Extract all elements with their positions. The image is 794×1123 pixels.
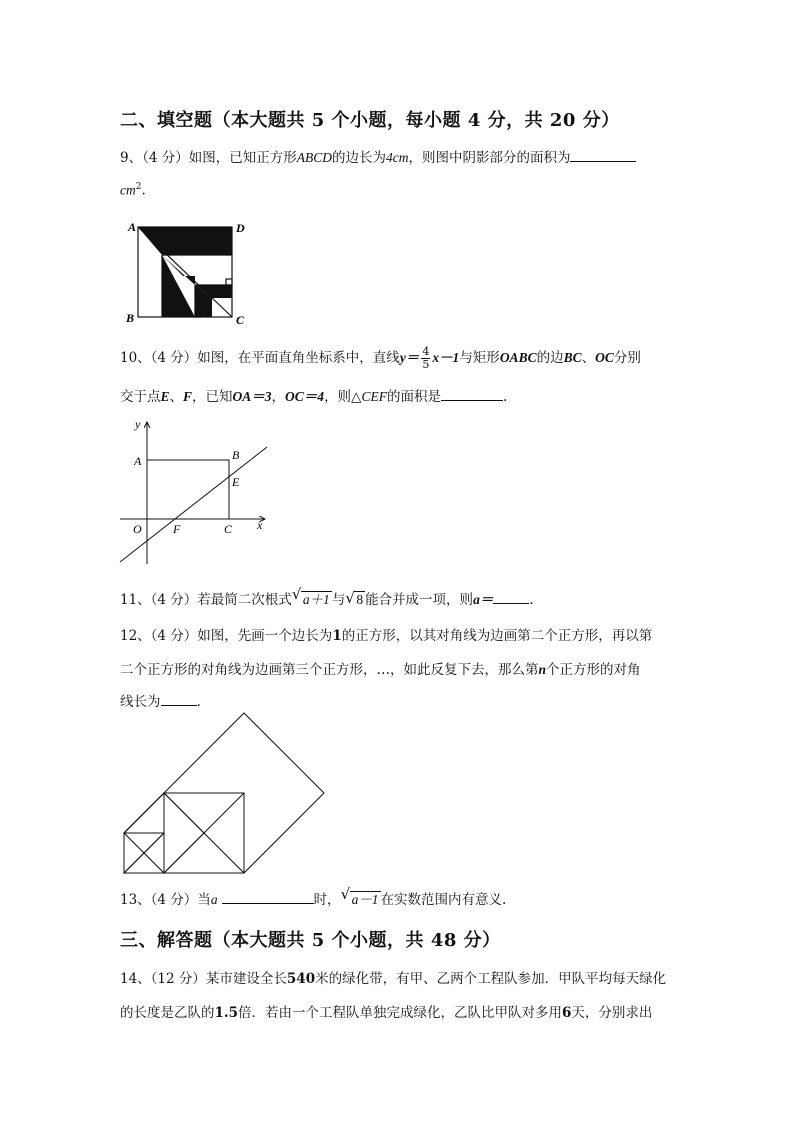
question-10-line-1 <box>120 346 641 371</box>
q13-suffix: 在实数范围内有意义. <box>380 892 507 908</box>
q14-line2-c: 天，分别求出 <box>571 1005 653 1021</box>
question-14-line-1 <box>120 967 666 987</box>
q14-line1-b: 米的绿化带，有甲、乙两个工程队参加．甲队平均每天绿化 <box>315 971 667 987</box>
q10-tri: CEF <box>361 389 387 404</box>
q14-ratio: 1.5 <box>214 1005 238 1021</box>
q10-label-x: x <box>257 518 263 532</box>
q10-rect: OABC <box>499 350 537 365</box>
q10-oc: OC＝4 <box>285 389 325 404</box>
q9-label-c: C <box>236 313 245 327</box>
q10-label-e: E <box>232 475 240 489</box>
q9-answer-blank[interactable] <box>570 147 636 162</box>
q14-len: 540 <box>286 971 316 987</box>
q12-line2-a: 二个正方形的对角线为边画第三个正方形，…，如此反复下去，那么第 <box>120 662 539 678</box>
q12-line3: 线长为 <box>120 694 161 710</box>
q13-radical: √ a－1 <box>340 885 379 907</box>
q13-var: a <box>210 892 218 907</box>
q11-end: . <box>529 592 534 608</box>
question-10-line-2 <box>120 385 507 405</box>
q11-radical-1: √ a＋1 <box>291 585 330 607</box>
question-14-line-2 <box>120 1001 652 1021</box>
q9-unit: cm <box>120 182 136 198</box>
q12-squares-figure <box>115 708 330 878</box>
q10-end1: 分别 <box>613 350 641 366</box>
q9-unit-end: . <box>141 182 146 199</box>
q12-line1-b: 的正方形，以其对角线为边画第二个正方形，再以第 <box>341 628 653 644</box>
question-9-line-2 <box>120 182 146 199</box>
q11-mid: 与 <box>331 592 346 608</box>
q11-prefix: 11、（4 分）若最简二次根式 <box>120 592 292 608</box>
q10-answer-blank[interactable] <box>441 386 503 401</box>
q13-mid: 时， <box>313 892 341 908</box>
q12-n: n <box>538 662 547 677</box>
q9-suffix: ，则图中阴影部分的面积为 <box>408 150 571 166</box>
q11-radical-2: √ 8 <box>345 589 364 607</box>
q10-frac-den: 5 <box>422 358 430 371</box>
q11-suffix: 能合并成一项，则 <box>365 592 474 608</box>
q10-line2-a: 交于点 <box>120 389 161 405</box>
question-12-line-1 <box>120 624 652 644</box>
q10-oa: OA＝3 <box>232 389 272 404</box>
q10-mid2: 的边 <box>536 350 564 366</box>
q10-mid: 与矩形 <box>459 350 500 366</box>
q9-square-figure <box>120 218 250 330</box>
q10-comma: 、 <box>169 389 184 405</box>
q12-line1-a: 12、（4 分）如图，先画一个边长为 <box>120 628 333 644</box>
q12-answer-blank[interactable] <box>161 691 197 706</box>
q10-coordinate-figure <box>115 414 280 569</box>
q10-side1: BC <box>563 350 582 365</box>
question-13 <box>120 885 507 908</box>
q9-square-name: ABCD <box>296 150 332 165</box>
q10-line2-e: 的面积是 <box>386 389 441 405</box>
q9-middle: 的边长为 <box>331 150 386 166</box>
question-12-line-3 <box>120 690 201 710</box>
q10-side2: OC <box>595 350 614 365</box>
q12-line2-b: 个正方形的对角 <box>546 662 641 678</box>
q9-unit-exp: 2 <box>135 182 142 192</box>
section-title-solutions: 三、解答题（本大题共 5 个小题，共 48 分） <box>120 930 501 951</box>
q14-days: 6 <box>562 1005 572 1021</box>
q14-line1-a: 14、（12 分）某市建设全长 <box>120 971 287 987</box>
q9-side: 4cm <box>385 150 409 165</box>
q9-prefix: 9、（4 分）如图，已知正方形 <box>120 150 297 166</box>
q10-prefix: 10、（4 分）如图，在平面直角坐标系中，直线 <box>120 350 400 366</box>
q10-pt-e: E <box>160 389 170 404</box>
q10-rectangle <box>147 460 229 519</box>
q10-label-c: C <box>224 522 233 536</box>
q10-label-y: y <box>135 417 141 431</box>
q10-label-f: F <box>173 522 181 536</box>
question-9-line-1 <box>120 146 636 166</box>
q13-prefix: 13、（4 分）当 <box>120 892 211 908</box>
q10-line <box>120 447 267 562</box>
q10-y-eq: y＝ <box>399 350 420 365</box>
q14-line2-b: 倍．若由一个工程队单独完成绿化，乙队比甲队对多用 <box>238 1005 562 1021</box>
q9-label-b: B <box>126 311 135 325</box>
q10-line2-end: . <box>502 389 508 405</box>
q10-fraction <box>421 346 430 371</box>
q10-line2-d: ，则△ <box>324 389 362 405</box>
q14-line2-a: 的长度是乙队的 <box>120 1005 215 1021</box>
q10-label-a: A <box>134 454 142 468</box>
q10-x-part: x－1 <box>432 350 460 365</box>
question-12-line-2 <box>120 658 641 678</box>
q13-answer-blank[interactable] <box>222 889 314 904</box>
q9-label-a: A <box>128 220 137 234</box>
q10-pt-f: F <box>183 389 193 404</box>
q10-label-o: O <box>133 522 142 536</box>
q12-one: 1 <box>332 628 342 644</box>
section-title-fill-in: 二、填空题（本大题共 5 个小题，每小题 4 分，共 20 分） <box>120 110 620 131</box>
q10-sep: 、 <box>581 350 596 366</box>
q9-label-d: D <box>236 221 245 235</box>
question-11 <box>120 585 534 608</box>
q10-label-b: B <box>232 448 240 462</box>
q10-line2-c: ， <box>271 389 286 405</box>
q10-frac-num: 4 <box>422 345 430 358</box>
q10-line2-b: ，已知 <box>192 389 233 405</box>
q11-var: a＝ <box>473 592 494 607</box>
q11-answer-blank[interactable] <box>493 589 529 604</box>
q12-end: . <box>196 694 201 710</box>
